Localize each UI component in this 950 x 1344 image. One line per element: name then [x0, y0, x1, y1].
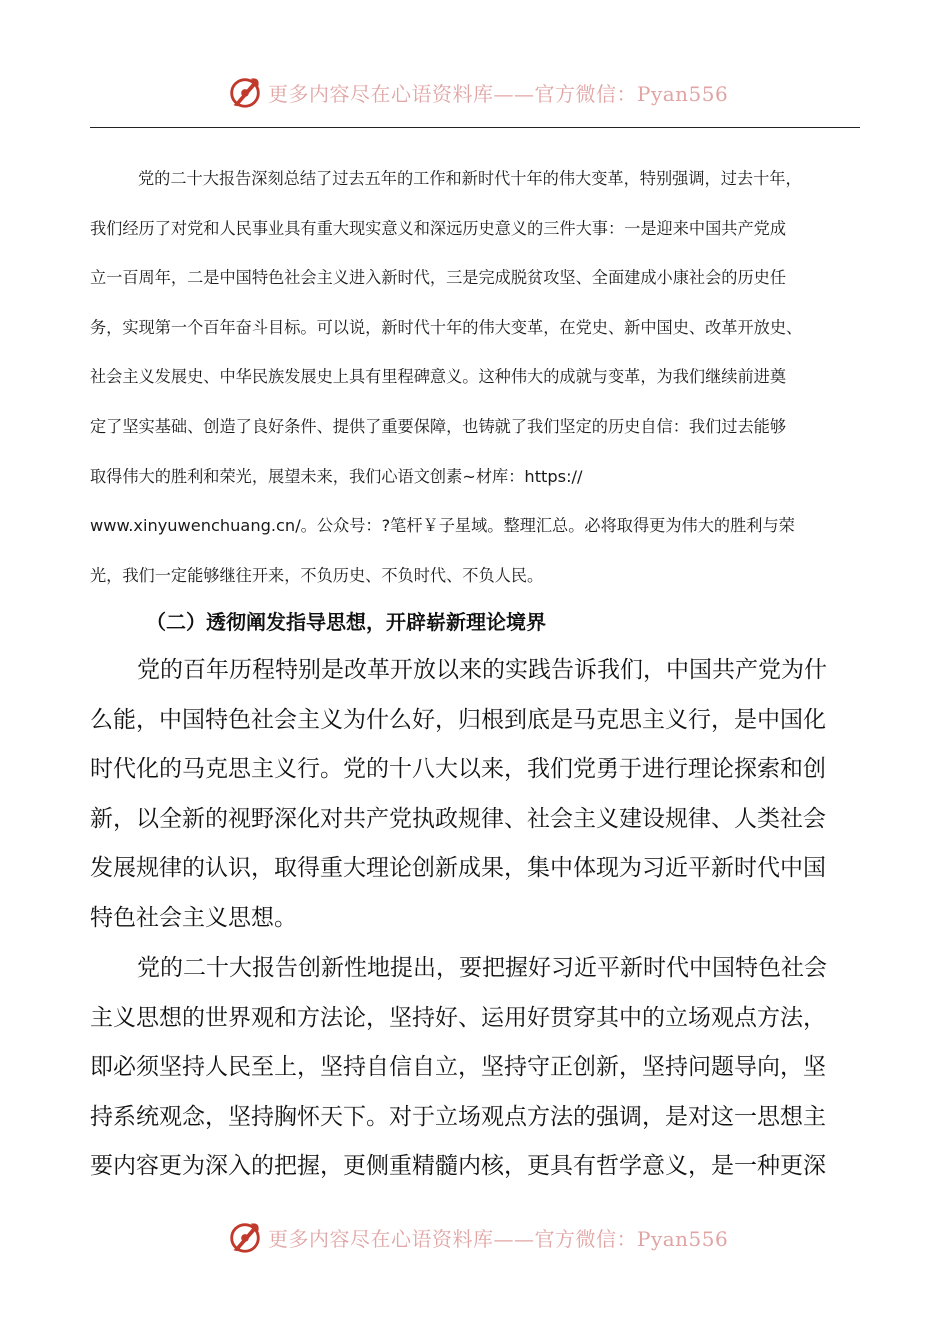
intro-line: 立一百周年，二是中国特色社会主义进入新时代，三是完成脱贫攻坚、全面建成小康社会的历史任	[90, 268, 787, 288]
quill-logo-icon	[226, 73, 264, 111]
paragraph-line: 要内容更为深入的把握，更侧重精髓内核，更具有哲学意义，是一种更深	[90, 1153, 826, 1179]
paragraph-line: 发展规律的认识，取得重大理论创新成果，集中体现为习近平新时代中国	[90, 855, 826, 881]
intro-line: 取得伟大的胜利和荣光，展望未来，我们心语文创素~材库：https://	[90, 466, 583, 486]
banner-text	[268, 78, 728, 107]
paragraph-line: 持系统观念，坚持胸怀天下。对于立场观点方法的强调，是对这一思想主	[90, 1103, 826, 1130]
footer-banner	[0, 1217, 950, 1257]
paragraph-line: 么能，中国特色社会主义为什么好，归根到底是马克思主义行，是中国化	[90, 706, 826, 733]
intro-paragraph	[90, 154, 858, 600]
banner-wechat: 官方微信：Pyan556	[534, 81, 729, 106]
banner-wechat: 官方微信：Pyan556	[534, 1226, 729, 1251]
paragraph-line: 党的二十大报告创新性地提出，要把握好习近平新时代中国特色社会	[137, 955, 827, 981]
intro-line: 定了坚实基础、创造了良好条件、提供了重要保障，也铸就了我们坚定的历史自信：我们过去能够	[90, 416, 787, 436]
paragraph-line: 时代化的马克思主义行。党的十八大以来，我们党勇于进行理论探索和创	[90, 756, 826, 782]
banner-dash: ——	[493, 81, 535, 106]
intro-line: 党的二十大报告深刻总结了过去五年的工作和新时代十年的伟大变革，特别强调，过去十年，	[138, 169, 802, 188]
paragraph-line: 即必须坚持人民至上，坚持自信自立，坚持守正创新，坚持问题导向，坚	[90, 1054, 826, 1080]
paragraph-line: 特色社会主义思想。	[90, 904, 297, 931]
header-divider	[90, 127, 860, 128]
banner-dash: ——	[493, 1226, 535, 1251]
body-paragraph-2	[90, 944, 860, 1192]
banner-title: 更多内容尽在心语资料库	[268, 1226, 494, 1251]
intro-line: 我们经历了对党和人民事业具有重大现实意义和深远历史意义的三件大事：一是迎来中国共产党成	[90, 218, 787, 238]
header-banner	[0, 72, 950, 112]
paragraph-line: 主义思想的世界观和方法论，坚持好、运用好贯穿其中的立场观点方法，	[90, 1004, 826, 1031]
intro-line: 务，实现第一个百年奋斗目标。可以说，新时代十年的伟大变革，在党史、新中国史、改革开放史、	[90, 317, 803, 337]
intro-line: 光，我们一定能够继往开来，不负历史、不负时代、不负人民。	[90, 565, 544, 585]
intro-line: 社会主义发展史、中华民族发展史上具有里程碑意义。这种伟大的成就与变革，为我们继续前进奠	[90, 367, 787, 387]
section-heading: （二）透彻阐发指导思想，开辟崭新理论境界	[146, 610, 546, 634]
paragraph-line: 新，以全新的视野深化对共产党执政规律、社会主义建设规律、人类社会	[90, 805, 826, 832]
body-paragraph-1	[90, 646, 860, 943]
banner-text	[268, 1223, 728, 1252]
quill-logo-icon	[226, 1218, 264, 1256]
banner-title: 更多内容尽在心语资料库	[268, 81, 494, 106]
intro-line: www.xinyuwenchuang.cn/。公众号：?笔杆￥子星域。整理汇总。必将取得更为伟大的胜利与荣	[90, 516, 795, 536]
paragraph-line: 党的百年历程特别是改革开放以来的实践告诉我们，中国共产党为什	[137, 657, 827, 683]
